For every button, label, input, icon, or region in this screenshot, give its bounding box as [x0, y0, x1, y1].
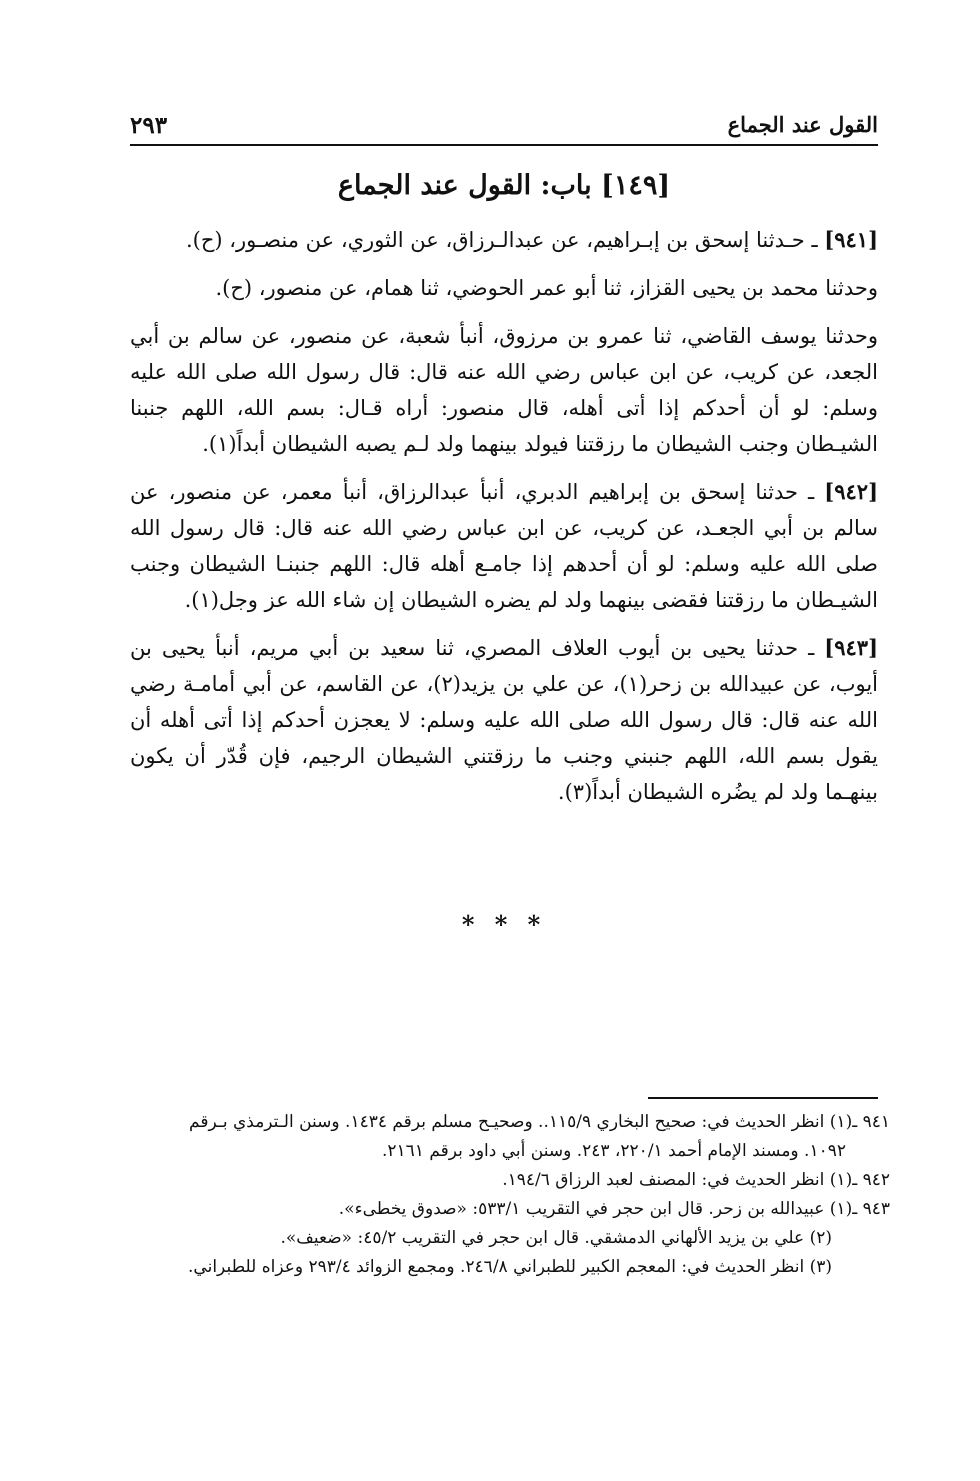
hadith-941-chain-2	[130, 270, 878, 306]
hadith-943	[130, 630, 878, 810]
footnotes	[130, 1108, 890, 1282]
chapter-title: [١٤٩] باب: القول عند الجماع	[337, 170, 671, 201]
main-text	[130, 222, 878, 822]
footnote-line: (٢) علي بن يزيد الألهاني الدمشقي. قال ابن حجر في التقريب ٤٥/٢: «ضعيف».	[280, 1228, 832, 1248]
footnote-rule	[648, 1097, 878, 1099]
footnote-line: ٩٤١ ـ(١) انظر الحديث في: صحيح البخاري ١١٥/٩.. وصحيـح مسلم برقم ١٤٣٤. وسنن الـترمذي بـرقم	[189, 1112, 890, 1132]
footnote-line: (٣) انظر الحديث في: المعجم الكبير للطبراني ٢٤٦/٨. ومجمع الزوائد ٢٩٣/٤ وعزاه للطبراني.	[188, 1257, 832, 1277]
hadith-941-chain-3	[130, 318, 878, 462]
footnote-line: ٩٤٢ ـ(١) انظر الحديث في: المصنف لعبد الرزاق ١٩٤/٦.	[502, 1170, 890, 1190]
footnote-line: ٩٤٣ ـ(١) عبيدالله بن زحر. قال ابن حجر في التقريب ٥٣٣/١: «صدوق يخطىء».	[338, 1199, 890, 1219]
hadith-text: وحدثنا محمد بن يحيى القزاز، ثنا أبو عمر الحوضي، ثنا همام، عن منصور، (ح).	[215, 276, 878, 300]
hadith-text: ـ حـدثنا إسحق بن إبـراهيم، عن عبدالـرزاق، عن الثوري، عن منصـور، (ح).	[185, 228, 825, 252]
hadith-941	[130, 222, 878, 258]
hadith-text: وحدثنا يوسف القاضي، ثنا عمرو بن مرزوق، أنبأ شعبة، عن منصور، عن سالم بن أبي الجعد، عن كريب، عن ابن عباس رضي الله عنه قال: قال رسول الله صلى الله عليه وسلم: لو أن أحدكم إذا أتى أهله، قال منصور: أراه قـال: بسم الله، اللهم جنبنا الشيـطان وجنب الشيطان ما رزقتنا فيولد بينهما ولد لـم يصبه الشيطان أبداً(١).	[130, 324, 878, 456]
running-head	[130, 108, 878, 146]
running-title: القول عند الجماع	[727, 112, 878, 137]
hadith-942	[130, 474, 878, 618]
hadith-text: ـ حدثنا يحيى بن أيوب العلاف المصري، ثنا سعيد بن أبي مريم، أنبأ يحيى بن أيوب، عن عبيدالله بن زحر(١)، عن علي بن يزيد(٢)، عن القاسم، عن أبي أمامـة رضي الله عنه قال: قال رسول الله صلى الله عليه وسلم: لا يعجزن أحدكم إذا أتى أهله أن يقول بسم الله، اللهم جنبني وجنب ما رزقتني الشيطان الرجيم، فإن قُدّر أن يكون بينهـما ولد لم يضُره الشيطان أبداً(٣).	[130, 636, 878, 804]
hadith-text: ـ حدثنا إسحق بن إبراهيم الدبري، أنبأ عبدالرزاق، أنبأ معمر، عن منصور، عن سالم بن أبي الجعـد، عن كريب، عن ابن عباس رضي الله عنه قال: قال رسول الله صلى الله عليه وسلم: لو أن أحدهم إذا جامـع أهله قال: اللهم جنبنـا الشيطان وجنب الشيـطان ما رزقتنا فقضى بينهما ولد لم يضره الشيطان إن شاء الله عز وجل(١).	[130, 480, 879, 612]
hadith-number: [٩٤١]	[824, 227, 878, 252]
footnote-line: ١٠٩٢. ومسند الإمام أحمد ٢٢٠/١، ٢٤٣. وسنن أبي داود برقم ٢١٦١.	[381, 1141, 846, 1161]
section-divider: * * *	[461, 910, 547, 939]
hadith-number: [٩٤٢]	[824, 479, 878, 504]
hadith-number: [٩٤٣]	[824, 635, 878, 660]
page-number: ٢٩٣	[130, 112, 168, 139]
